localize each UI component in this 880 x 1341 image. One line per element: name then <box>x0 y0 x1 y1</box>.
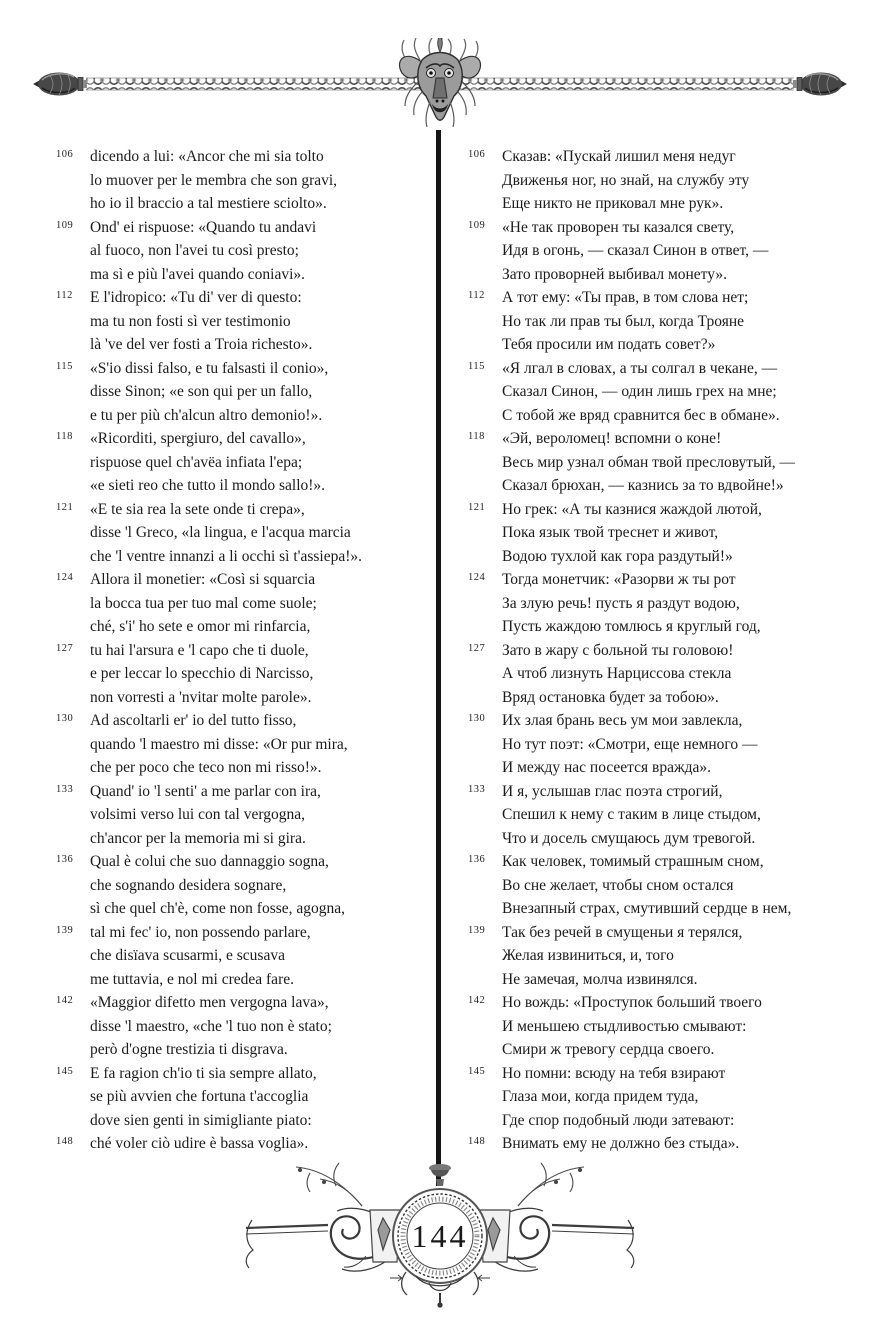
verse-line: Как человек, томимый страшным сном, <box>502 853 764 870</box>
verse-line: Но тут поэт: «Смотри, еще немного — <box>502 735 758 753</box>
verse-lines <box>90 780 438 851</box>
tercet <box>468 357 874 428</box>
verse-line: Что и досель смущаюсь дум тревогой. <box>502 829 756 847</box>
verse-line: И я, услышав глас поэта строгий, <box>502 782 723 800</box>
tercet <box>468 568 874 639</box>
verse-line: E fa ragion ch'io ti sia sempre allato, <box>90 1064 317 1082</box>
verse-line: За злую речь! пусть я раздут водою, <box>502 594 740 612</box>
verse-line: che disïava scusarmi, e scusava <box>90 947 285 964</box>
verse-lines <box>502 286 874 357</box>
verse-lines <box>90 639 438 710</box>
verse-lines <box>90 498 438 569</box>
verse-line: Но вождь: «Проступок больший твоего <box>502 994 762 1011</box>
verse-line: volsimi verso lui con tal vergogna, <box>90 806 305 823</box>
tercet <box>56 709 438 780</box>
page-number: 144 <box>411 1218 469 1254</box>
verse-number: 112 <box>468 290 485 301</box>
russian-verse-column <box>468 145 874 1156</box>
tercet <box>56 991 438 1062</box>
verse-number: 148 <box>56 1136 74 1147</box>
verse-line: Тогда монетчик: «Разорви ж ты рот <box>502 571 736 588</box>
verse-line: «Не так проворен ты казался свету, <box>502 218 735 236</box>
verse-line: che sognando desidera sognare, <box>90 876 287 894</box>
verse-number: 121 <box>56 501 74 513</box>
verse-line: Сказав: «Пускай лишил меня недуг <box>502 148 736 165</box>
tercet <box>56 145 438 216</box>
verse-lines <box>502 709 874 780</box>
verse-number: 115 <box>56 360 73 372</box>
verse-number: 139 <box>56 924 74 936</box>
tercet <box>56 1132 438 1156</box>
verse-lines <box>90 145 438 216</box>
verse-line: «E te sia rea la sete onde ti crepa», <box>90 500 305 518</box>
verse-number: 118 <box>56 431 73 442</box>
tercet <box>56 286 438 357</box>
verse-line: dove sien genti in simigliante piato: <box>90 1111 312 1129</box>
verse-lines <box>502 216 874 287</box>
tercet <box>468 427 874 498</box>
tercet <box>468 286 874 357</box>
verse-line: Спешил к нему с таким в лице стыдом, <box>502 806 761 823</box>
verse-line: rispuose quel ch'avëa infiata l'epa; <box>90 453 303 471</box>
verse-line: Внезапный страх, смутивший сердце в нем, <box>502 900 792 917</box>
verse-line: Где спор подобный люди затевают: <box>502 1111 735 1129</box>
italian-verse-column <box>56 145 438 1156</box>
verse-line: se più avvien che fortuna t'accoglia <box>90 1088 309 1105</box>
tercet <box>468 1132 874 1156</box>
verse-number: 112 <box>56 290 73 301</box>
verse-number: 136 <box>56 854 74 865</box>
verse-line: «Ricorditi, spergiuro, del cavallo», <box>90 430 306 447</box>
verse-lines <box>90 991 438 1062</box>
verse-lines <box>502 498 874 569</box>
verse-line: Смири ж тревогу сердца своего. <box>502 1041 715 1058</box>
verse-number: 130 <box>468 713 486 724</box>
verse-lines <box>502 639 874 710</box>
verse-number: 130 <box>56 713 74 724</box>
verse-number: 106 <box>468 149 486 160</box>
verse-line: Глаза мои, когда придем туда, <box>502 1088 699 1105</box>
verse-lines <box>502 568 874 639</box>
verse-lines <box>90 286 438 357</box>
verse-line: Водою тухлой как гора раздутый!» <box>502 547 733 565</box>
page-number-medallion <box>393 1189 487 1283</box>
verse-line: disse Sinon; «e son qui per un fallo, <box>90 383 313 400</box>
verse-number: 109 <box>56 219 74 231</box>
tercet <box>468 780 874 851</box>
verse-number: 148 <box>468 1136 486 1147</box>
header-ornamental-rule <box>30 38 850 138</box>
verse-line: И меньшею стыдливостью смывают: <box>502 1017 747 1035</box>
verse-line: disse 'l Greco, «la lingua, e l'acqua marcia <box>90 524 351 541</box>
verse-lines <box>502 357 874 428</box>
tercet <box>468 850 874 921</box>
verse-number: 145 <box>468 1065 486 1077</box>
verse-number: 133 <box>468 783 486 795</box>
verse-lines <box>502 991 874 1062</box>
verse-line: Не замечая, молча извинялся. <box>502 970 698 988</box>
verse-line: Сказал брюхан, — казнись за то вдвойне!» <box>502 477 784 494</box>
page-number-cartouche <box>240 1160 640 1310</box>
verse-number: 127 <box>468 642 486 654</box>
verse-line: Еще никто не приковал мне рук». <box>502 195 724 212</box>
verse-line: però d'ogne trestizia ti disgrava. <box>90 1041 288 1058</box>
verse-number: 133 <box>56 783 74 795</box>
verse-line: Вряд остановка будет за тобою». <box>502 688 719 706</box>
verse-line: Сказал Синон, — один лишь грех на мне; <box>502 383 777 400</box>
verse-line: ho io il braccio a tal mestiere sciolto». <box>90 195 327 212</box>
verse-line: И между нас посеется вражда». <box>502 759 712 776</box>
verse-line: ma sì e più l'avei quando coniavi». <box>90 265 306 283</box>
tercet <box>56 498 438 569</box>
verse-line: là 've del ver fosti a Troia richesto». <box>90 336 313 353</box>
tercet <box>56 568 438 639</box>
verse-line: Qual è colui che suo dannaggio sogna, <box>90 853 329 870</box>
verse-number: 139 <box>468 924 486 936</box>
tercet <box>468 639 874 710</box>
tercet <box>56 427 438 498</box>
verse-line: quando 'l maestro mi disse: «Or pur mira, <box>90 735 348 753</box>
verse-number: 142 <box>468 995 486 1006</box>
verse-lines <box>90 357 438 428</box>
pinecone-finial-right-icon <box>793 73 847 96</box>
tercet <box>468 145 874 216</box>
verse-line: Пока язык твой треснет и живот, <box>502 524 719 541</box>
verse-lines <box>502 1132 874 1156</box>
urn-icon <box>429 1164 451 1186</box>
verse-lines <box>502 921 874 992</box>
verse-line: «Эй, вероломец! вспомни о коне! <box>502 430 722 447</box>
verse-line: Зато проворней выбивал монету». <box>502 265 728 283</box>
verse-lines <box>90 1132 438 1156</box>
verse-lines <box>90 850 438 921</box>
verse-line: dicendo a lui: «Ancor che mi sia tolto <box>90 148 324 165</box>
verse-number: 109 <box>468 219 486 231</box>
verse-line: Во сне желает, чтобы сном остался <box>502 876 734 894</box>
verse-number: 124 <box>56 572 74 583</box>
verse-line: А чтоб лизнуть Нарциссова стекла <box>502 665 732 682</box>
verse-number: 127 <box>56 642 74 654</box>
verse-line: Но так ли прав ты был, когда Трояне <box>502 312 745 330</box>
verse-line: «Maggior difetto men vergogna lava», <box>90 994 329 1011</box>
tercet <box>468 498 874 569</box>
verse-number: 118 <box>468 431 485 442</box>
verse-line: Внимать ему не должно без стыда». <box>502 1135 740 1152</box>
verse-lines <box>502 1062 874 1133</box>
tercet <box>468 991 874 1062</box>
verse-line: Ad ascoltarli er' io del tutto fisso, <box>90 712 297 729</box>
verse-lines <box>90 1062 438 1133</box>
verse-lines <box>502 850 874 921</box>
verse-line: Но грек: «А ты казнися жаждой лютой, <box>502 500 762 518</box>
verse-line: lo muover per le membra che son gravi, <box>90 171 338 189</box>
tercet <box>468 216 874 287</box>
verse-line: Их злая брань весь ум мои завлекла, <box>502 712 743 729</box>
verse-line: la bocca tua per tuo mal come suole; <box>90 594 317 612</box>
verse-line: Зато в жару с больной ты головою! <box>502 641 734 659</box>
verse-line: al fuoco, non l'avei tu così presto; <box>90 242 299 259</box>
verse-number: 124 <box>468 572 486 583</box>
verse-lines <box>502 145 874 216</box>
verse-line: Движенья ног, но знай, на службу эту <box>502 171 750 189</box>
verse-lines <box>90 709 438 780</box>
verse-line: Ond' ei rispuose: «Quando tu andavi <box>90 218 317 236</box>
pinecone-finial-left-icon <box>33 73 87 96</box>
verse-line: me tuttavia, e nol mi credea fare. <box>90 970 294 988</box>
verse-lines <box>502 780 874 851</box>
tercet <box>56 780 438 851</box>
verse-line: Весь мир узнал обман твой пресловутый, — <box>502 453 796 471</box>
tercet <box>56 1062 438 1133</box>
verse-line: e per leccar lo specchio di Narcisso, <box>90 665 314 682</box>
tercet <box>468 921 874 992</box>
verse-line: А тот ему: «Ты прав, в том слова нет; <box>502 289 749 306</box>
verse-line: non vorresti a 'nvitar molte parole». <box>90 688 312 706</box>
tercet <box>56 850 438 921</box>
verse-number: 142 <box>56 995 74 1006</box>
verse-line: tal mi fec' io, non possendo parlare, <box>90 923 311 941</box>
verse-lines <box>90 568 438 639</box>
verse-line: E l'idropico: «Tu di' ver di questo: <box>90 289 302 306</box>
verse-line: Quand' io 'l senti' a me parlar con ira, <box>90 782 321 800</box>
verse-line: che per poco che teco non mi risso!». <box>90 759 322 776</box>
verse-line: disse 'l maestro, «che 'l tuo non è stato; <box>90 1017 332 1035</box>
verse-line: Но помни: всюду на тебя взирают <box>502 1064 726 1082</box>
verse-line: Пусть жаждою томлюсь я круглый год, <box>502 618 761 635</box>
verse-number: 106 <box>56 149 74 160</box>
verse-line: ch'ancor per la memoria mi si gira. <box>90 829 306 847</box>
verse-line: Желая извиниться, и, того <box>502 947 674 964</box>
verse-line: tu hai l'arsura e 'l capo che ti duole, <box>90 641 309 659</box>
tercet <box>56 639 438 710</box>
verse-line: Идя в огонь, — сказал Синон в ответ, — <box>502 242 769 259</box>
verse-line: e tu per più ch'alcun altro demonio!». <box>90 406 323 424</box>
verse-lines <box>90 921 438 992</box>
verse-line: ma tu non fosti sì ver testimonio <box>90 312 291 330</box>
verse-line: ché voler ciò udire è bassa voglia». <box>90 1135 309 1152</box>
verse-lines <box>502 427 874 498</box>
tercet <box>56 921 438 992</box>
verse-line: che 'l ventre innanzi a li occhi sì t'assiepa!». <box>90 547 362 565</box>
verse-number: 121 <box>468 501 486 513</box>
verse-line: «e sieti reo che tutto il mondo sallo!». <box>90 477 326 494</box>
verse-line: «Я лгал в словах, а ты солгал в чекане, — <box>502 359 778 377</box>
tercet <box>56 216 438 287</box>
verse-line: «S'io dissi falso, e tu falsasti il conio», <box>90 359 329 377</box>
tercet <box>56 357 438 428</box>
verse-line: sì che quel ch'è, come non fosse, agogna, <box>90 900 346 917</box>
verse-lines <box>90 216 438 287</box>
verse-line: Тебя просили им подать совет?» <box>502 336 716 353</box>
verse-line: С тобой же вряд сравнится бес в обмане». <box>502 406 780 424</box>
verse-line: Так без речей в смущеньи я терялся, <box>502 923 743 941</box>
tercet <box>468 709 874 780</box>
verse-line: Allora il monetier: «Così si squarcia <box>90 571 316 588</box>
verse-number: 115 <box>468 360 485 372</box>
verse-number: 145 <box>56 1065 74 1077</box>
verse-number: 136 <box>468 854 486 865</box>
verse-lines <box>90 427 438 498</box>
tercet <box>468 1062 874 1133</box>
verse-line: ché, s'i' ho sete e omor mi rinfarcia, <box>90 618 311 635</box>
